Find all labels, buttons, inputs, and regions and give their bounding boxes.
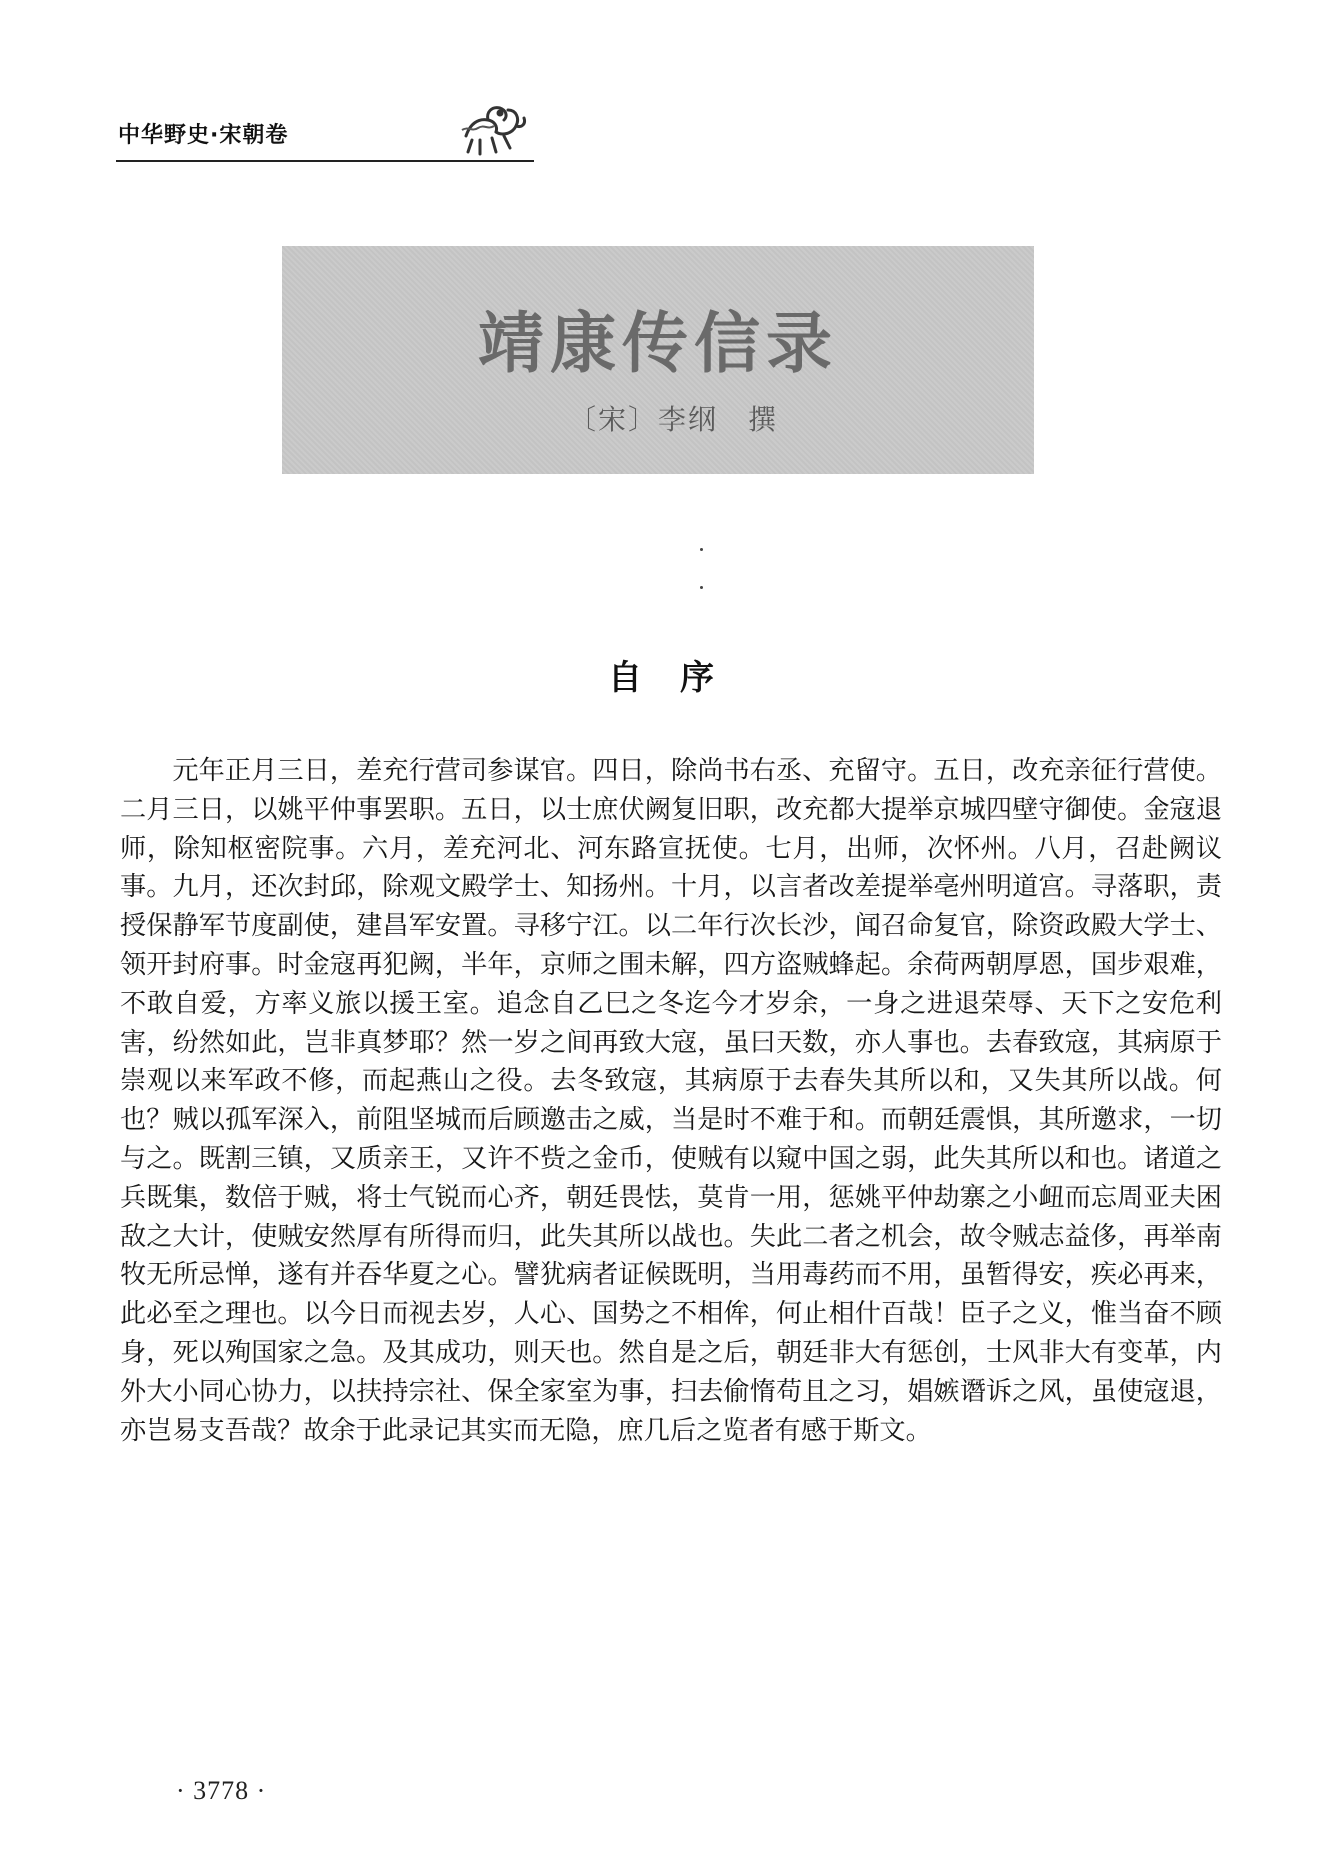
dragon-emblem-icon (458, 96, 530, 160)
page-number: · 3778 · (176, 1776, 267, 1805)
section-heading: 自序 (608, 658, 752, 698)
book-title: 靖康传信录 (478, 304, 838, 382)
header-rule (116, 160, 534, 162)
body-paragraph: 元年正月三日，差充行营司参谋官。四日，除尚书右丞、充留守。五日，改充亲征行营使。二月三日，以姚平仲事罢职。五日，以士庶伏阙复旧职，改充都大提举京城四壁守御使。金寇退师，除知枢密院事。六月，差充河北、河东路宣抚使。七月，出师，次怀州。八月，召赴阙议事。九月，还次封邱，除观文殿学士、知扬州。十月，以言者改差提举亳州明道宫。寻落职，责授保静军节度副使，建昌军安置。寻移宁江。以二年行次长沙，闻召命复官，除资政殿大学士、领开封府事。时金寇再犯阙，半年，京师之围未解，四方盗贼蜂起。余荷两朝厚恩，国步艰难，不敢自爱，方率义旅以援王室。追念自乙巳之冬迄今才岁余，一身之进退荣辱、天下之安危利害，纷然如此，岂非真梦耶？然一岁之间再致大寇，虽曰天数，亦人事也。去春致寇，其病原于崇观以来军政不修，而起燕山之役。去冬致寇，其病原于去春失其所以和，又失其所以战。何也？贼以孤军深入，前阻坚城而后顾邀击之威，当是时不难于和。而朝廷震惧，其所邀求，一切与之。既割三镇，又质亲王，又许不赀之金币，使贼有以窥中国之弱，此失其所以和也。诸道之兵既集，数倍于贼，将士气锐而心齐，朝廷畏怯，莫肯一用，惩姚平仲劫寨之小衄而忘周亚夫困敌之大计，使贼安然厚有所得而归，此失其所以战也。失此二者之机会，故令贼志益侈，再举南牧无所忌惮，遂有并吞华夏之心。譬犹病者证候既明，当用毒药而不用，虽暂得安，疾必再来，此必至之理也。以今日而视去岁，人心、国势之不相侔，何止相什百哉！臣子之义，惟当奋不顾身，死以殉国家之急。及其成功，则天也。然自是之后，朝廷非大有惩创，士风非大有变革，内外大小同心协力，以扶持宗社、保全家室为事，扫去偷惰苟且之习，娼嫉谮诉之风，虽使寇退，亦岂易支吾哉？故余于此录记其实而无隐，庶几后之览者有感于斯文。 (120, 756, 1222, 1446)
title-banner (282, 246, 1034, 474)
running-head: 中华野史·宋朝卷 (118, 123, 289, 148)
speck (700, 548, 703, 551)
author-line: 〔宋〕李纲 撰 (567, 403, 778, 436)
speck (700, 586, 703, 589)
